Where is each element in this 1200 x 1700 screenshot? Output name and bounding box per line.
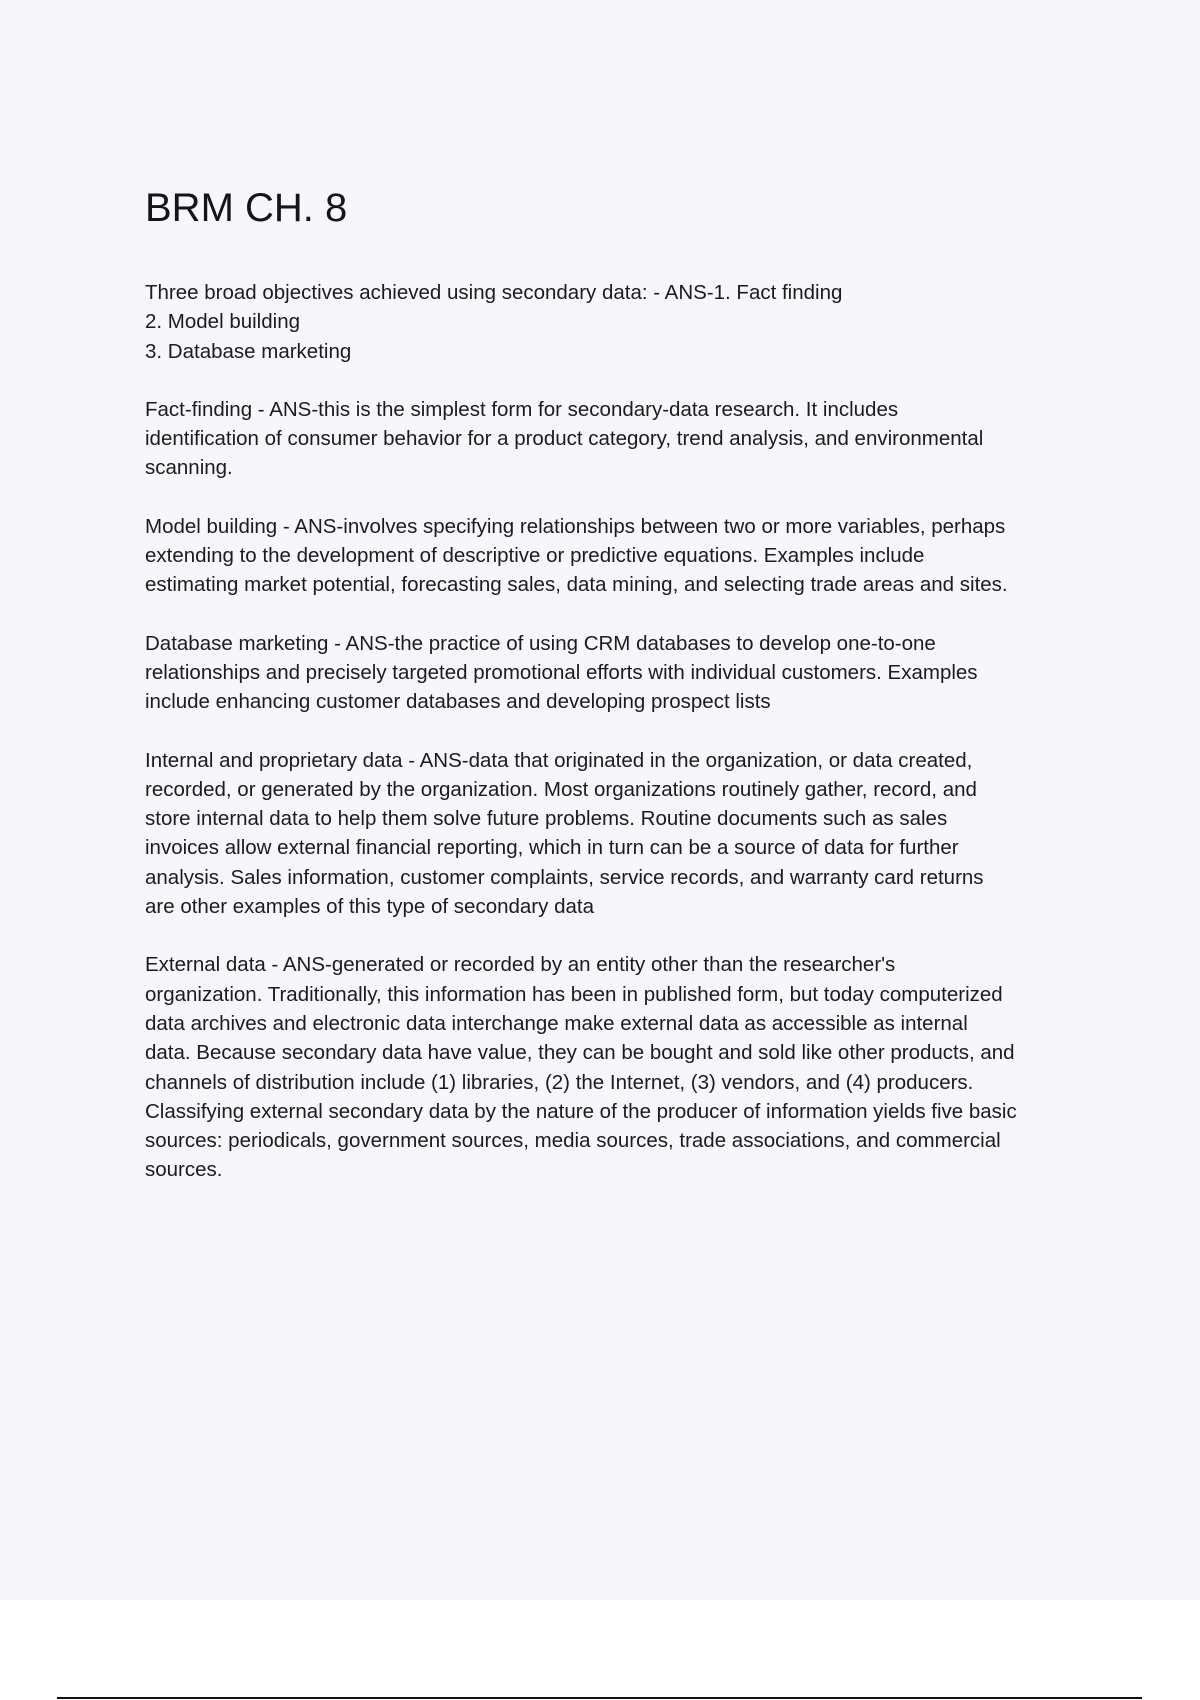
qa-entry-objectives: Three broad objectives achieved using secondary data: - ANS-1. Fact finding 2. Model building 3. Database marketing [145,281,843,363]
page-title: BRM CH. 8 [145,186,348,230]
qa-entry-database-marketing: Database marketing - ANS-the practice of using CRM databases to develop one-to-one relationships and precisely targeted promotional efforts with individual customers. Examples include enhancing customer databases and developing prospect lists [145,631,978,714]
qa-entry-external-data: External data - ANS-generated or recorded by an entity other than the researcher's organization. Traditionally, this information has been in published form, but today computerized data archives and electronic data interchange make external data as accessible as internal data. Because secondary data have value, they can be bought and sold like other products, and channels of distribution include (1) libraries, (2) the Internet, (3) vendors, and (4) producers. Classifying external secondary data by the nature of the producer of information yields five basic sources: periodicals, government sources, media sources, trade associations, and commercial sources. [145,953,1017,1182]
document-body [145,278,1095,1214]
qa-entry-fact-finding: Fact-finding - ANS-this is the simplest form for secondary-data research. It includes identification of consumer behavior for a product category, trend analysis, and environmental scanning. [145,397,984,480]
footer-divider [57,1697,1142,1699]
qa-entry-model-building: Model building - ANS-involves specifying relationships between two or more variables, perhaps extending to the development of descriptive or predictive equations. Examples include estimating market potential, forecasting sales, data mining, and selecting trade areas and sites. [145,514,1008,597]
qa-entry-internal-data: Internal and proprietary data - ANS-data that originated in the organization, or data created, recorded, or generated by the organization. Most organizations routinely gather, record, and store internal data to help them solve future problems. Routine documents such as sales invoices allow external financial reporting, which in turn can be a source of data for further analysis. Sales information, customer complaints, service records, and warranty card returns are other examples of this type of secondary data [145,748,984,919]
